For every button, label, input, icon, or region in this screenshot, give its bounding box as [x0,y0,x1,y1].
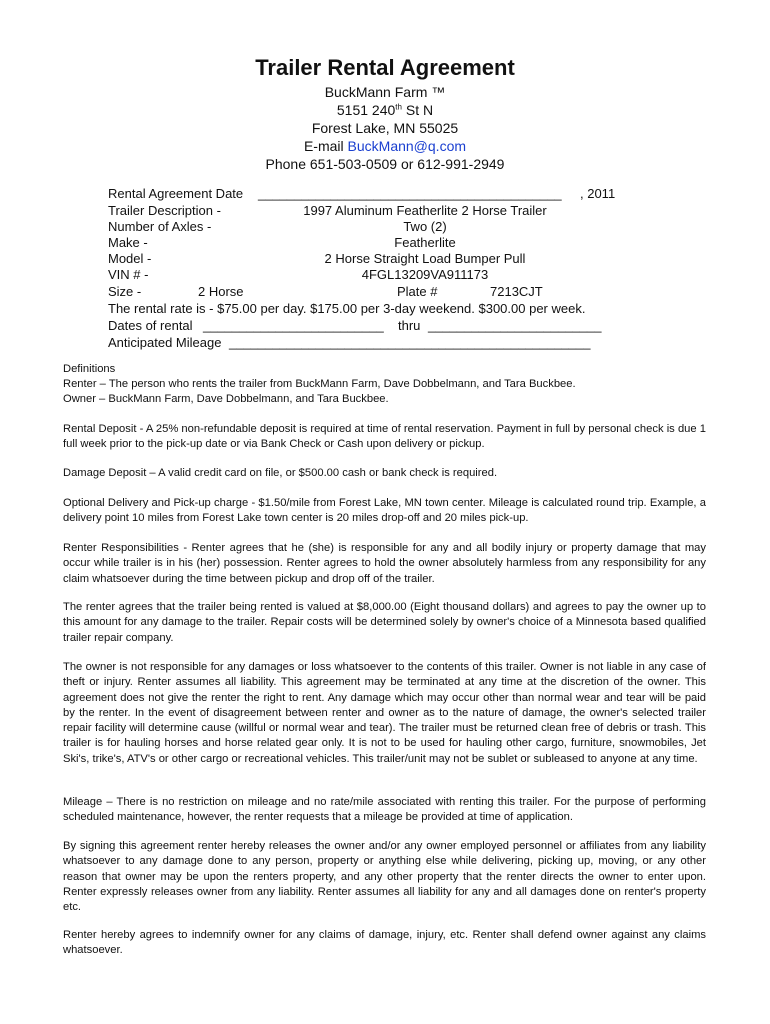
vin-label: VIN # - [108,267,149,282]
anticipated-mileage-label: Anticipated Mileage [108,335,222,350]
dates-start-blank[interactable]: _________________________ [203,318,384,333]
renter-definition: Renter – The person who rents the trailer from BuckMann Farm, Dave Dobbelmann, and Tara Buckbee. [63,378,576,390]
email-line [0,137,770,155]
email-label: E-mail [303,138,348,154]
trailer-value-paragraph: The renter agrees that the trailer being rented is valued at $8,000.00 (Eight thousand dollars) and agrees to pay the owner up to this amount for any damage to the trailer. Repair costs will be determined solely by owner's choice of a Minnesota based qualified trailer repair company. [63,601,706,644]
release-paragraph: By signing this agreement renter hereby releases the owner and/or any owner employed personnel or affiliates from any liability whatsoever to any damage done to any person, property or anything else while delivering, picking up, moving, or any other reason that owner may be upon the renters property, and any other property that the renter directs the owner to enter upon. Renter expressly releases owner from any liability. Renter assumes all liability for any and all damages done on renter's property etc. [63,840,706,914]
anticipated-mileage-blank[interactable]: __________________________________________________ [229,335,591,350]
farm-name: BuckMann Farm ™ [324,84,446,100]
vin-value: 4FGL13209VA911173 [361,267,489,282]
street-address [0,101,770,119]
indemnify-paragraph: Renter hereby agrees to indemnify owner for any claims of damage, injury, etc. Renter shall defend owner against any claims whatsoever. [63,929,706,957]
make-label: Make - [108,235,148,250]
dates-thru: thru [398,318,421,333]
rental-date-blank[interactable]: __________________________________________ [258,186,562,201]
mileage-paragraph: Mileage – There is no restriction on mileage and no rate/mile associated with renting this trailer. For the purpose of performing scheduled maintenance, however, the renter requests that a mileage be provided at time of application. [63,796,706,824]
plate-value: 7213CJT [490,284,543,299]
axles-value: Two (2) [403,219,447,234]
axles-label: Number of Axles - [108,219,212,234]
rental-date-year: , 2011 [580,186,616,201]
trailer-description-label: Trailer Description - [108,203,221,218]
city-state-zip: Forest Lake, MN 55025 [311,120,459,136]
plate-label: Plate # [397,284,438,299]
size-value: 2 Horse [198,284,244,299]
trailer-description-value: 1997 Aluminum Featherlite 2 Horse Trailer [303,203,547,218]
delivery-paragraph: Optional Delivery and Pick-up charge - $1.50/mile from Forest Lake, MN town center. Mileage is calculated round trip. Example, a delivery point 10 miles from Forest Lake town center is 20 miles drop-off and 20 miles pick-up. [63,497,706,525]
model-label: Model - [108,251,152,266]
owner-definition: Owner – BuckMann Farm, Dave Dobbelmann, and Tara Buckbee. [63,393,389,405]
dates-end-blank[interactable]: ________________________ [428,318,602,333]
rental-deposit-paragraph: Rental Deposit - A 25% non-refundable deposit is required at time of rental reservation. Payment in full by personal check is due 1 full week prior to the pick-up date or via Bank Check or Cash upon delivery or pickup. [63,423,706,451]
email-link[interactable]: BuckMann@q.com [347,138,467,154]
model-value: 2 Horse Straight Load Bumper Pull [324,251,526,266]
damage-deposit-paragraph: Damage Deposit – A valid credit card on file, or $500.00 cash or bank check is required. [63,467,498,479]
size-label: Size - [108,284,142,299]
rental-date-label: Rental Agreement Date [108,186,244,201]
rental-rate: The rental rate is - $75.00 per day. $175.00 per 3-day weekend. $300.00 per week. [108,301,586,316]
document-title: Trailer Rental Agreement [255,55,515,80]
street-number: 5151 240 [336,102,396,118]
make-value: Featherlite [394,235,456,250]
definitions-heading: Definitions [63,363,116,375]
street-name: St N [401,102,434,118]
phone-line: Phone 651-503-0509 or 612-991-2949 [265,156,505,172]
liability-paragraph: The owner is not responsible for any damages or loss whatsoever to the contents of this trailer. Owner is not liable in any case of theft or injury. Renter assumes all liability. This agreement may be terminated at any time at the discretion of the owner. This agreement does not give the renter the right to rent. Any damage which may occur other than normal wear and tear will be paid by the renter. In the event of disagreement between renter and owner as to the nature of damage, the owner's selected trailer repair facility will determine cause (willful or normal wear and tear). The trailer must be returned clean free of debris or trash. This trailer is for hauling horses and horse related gear only. It is not to be used for hauling other cargo, furniture, snowmobiles, Jet Ski's, trike's, ATV's or other cargo or recreational vehicles. This trailer/unit may not be sublet or subleased to anyone at any time. [63,661,706,765]
dates-of-rental-label: Dates of rental [108,318,193,333]
street-superscript: th [395,102,402,112]
responsibilities-paragraph: Renter Responsibilities - Renter agrees that he (she) is responsible for any and all bodily injury or property damage that may occur while trailer is in his (her) possession. Renter agrees to hold the owner absolutely harmless from any responsibility for any claim whatsoever during the time between pickup and drop off of the trailer. [63,542,706,585]
